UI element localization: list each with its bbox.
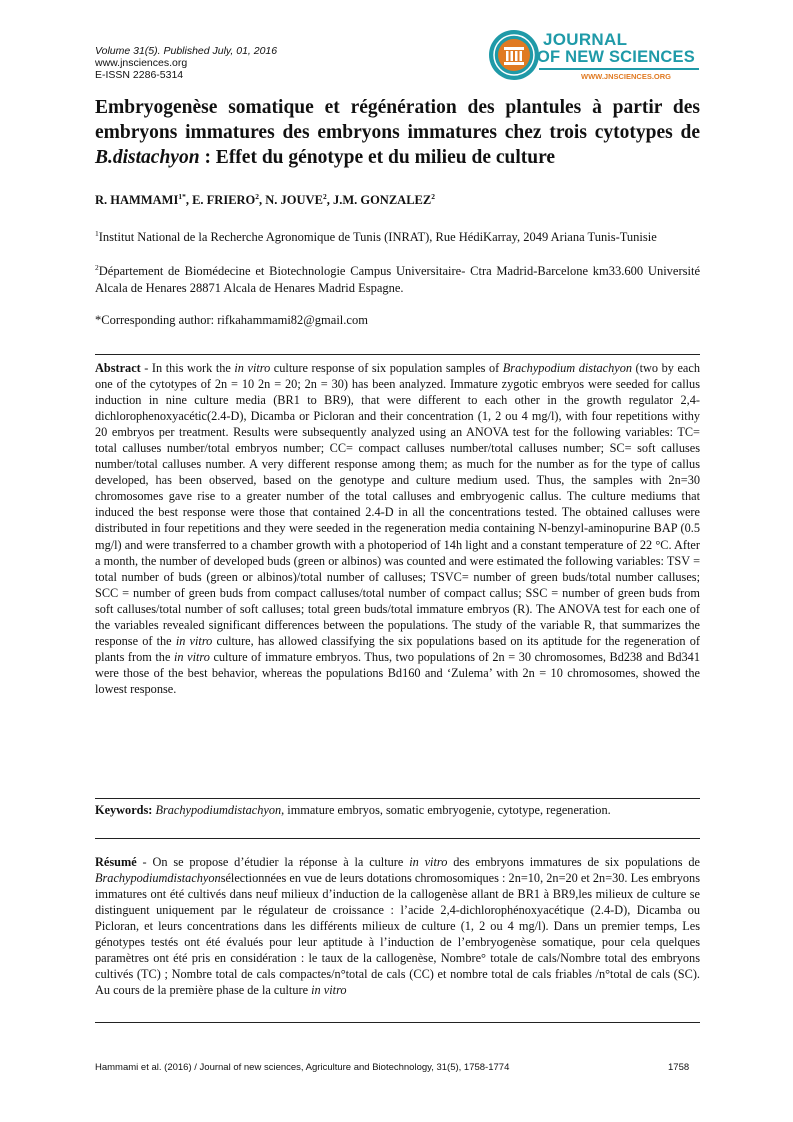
abstract-italic: in vitro <box>175 633 213 648</box>
keywords-label: Keywords: <box>95 803 153 817</box>
resume-text: des embryons immatures de six populations de <box>447 855 700 869</box>
website-link[interactable]: www.jnsciences.org <box>95 57 188 69</box>
title-text: Embryogenèse somatique et régénération des plantules à partir des embryons immatures des embryons immatures chez trois cytotypes de <box>95 97 700 143</box>
abstract-top-rule <box>95 354 700 355</box>
author-name: R. HAMMAMI <box>95 193 179 207</box>
logo-text-journal: JOURNAL <box>543 30 628 49</box>
author-affiliation-mark: 2 <box>322 191 327 201</box>
keywords-top-rule <box>95 798 700 799</box>
author-affiliation-mark: 1* <box>178 191 186 201</box>
author-name: , E. FRIERO <box>185 193 256 207</box>
journal-emblem-icon <box>487 28 541 82</box>
logo-divider <box>539 68 699 70</box>
abstract-section <box>95 360 700 697</box>
resume-italic: in vitro <box>311 983 347 998</box>
author-list <box>95 193 435 208</box>
affiliation-2 <box>95 263 700 297</box>
affiliation-1 <box>95 229 700 246</box>
volume-line: Volume 31(5). Published July, 01, 2016 <box>95 45 278 57</box>
paper-title <box>95 95 700 170</box>
keywords-text: , immature embryos, somatic embryogenie, cytotype, regeneration. <box>281 803 611 817</box>
title-species: B.distachyon <box>95 147 200 168</box>
abstract-italic: in vitro <box>234 361 271 375</box>
author-affiliation-mark: 2 <box>431 191 435 201</box>
resume-italic: in vitro <box>409 855 448 869</box>
abstract-label: Abstract <box>95 361 141 375</box>
resume-bottom-rule <box>95 1022 700 1023</box>
resume-italic: Brachypodiumdistachyon <box>95 871 221 886</box>
logo-url: WWW.JNSCIENCES.ORG <box>581 72 672 81</box>
page-number: 1758 <box>668 1062 690 1073</box>
abstract-italic: in vitro <box>173 649 210 664</box>
journal-logo <box>487 28 702 96</box>
abstract-text: culture of immature embryos. Thus, two populations of 2n = 30 chromosomes, Bd238 and Bd341 were those of the best behavior, whereas the populations Bd160 and ‘Zulema’ with 2n = 10 chromosomes, showed the lowest response. <box>95 649 700 696</box>
abstract-italic: Brachypodium distachyon <box>502 361 632 375</box>
author-name: , J.M. GONZALEZ <box>326 193 432 207</box>
keywords-bottom-rule <box>95 838 700 839</box>
keywords-section <box>95 802 700 818</box>
resume-section <box>95 854 700 998</box>
resume-label: Résumé <box>95 855 137 869</box>
keyword-italic: Brachypodiumdistachyon <box>155 803 282 817</box>
abstract-text: culture, has allowed classifying the six populations based on its aptitude for the regeneration of plants from the <box>95 633 700 664</box>
issn: E-ISSN 2286-5314 <box>95 69 184 81</box>
author-affiliation-mark: 2 <box>255 191 260 201</box>
title-text-end: : Effet du génotype et du milieu de culture <box>199 147 556 168</box>
affiliation-text: Institut National de la Recherche Agronomique de Tunis (INRAT), Rue HédiKarray, 2049 Ariana Tunis-Tunisie <box>98 230 657 244</box>
resume-text: - On se propose d’étudier la réponse à la culture <box>136 855 410 869</box>
abstract-text: culture response of six population samples of <box>270 361 503 375</box>
author-name: , N. JOUVE <box>259 193 323 207</box>
journal-header <box>95 45 277 81</box>
corresponding-author: *Corresponding author: rifkahammami82@gmail.com <box>95 313 368 327</box>
logo-text-new-sciences: OF NEW SCIENCES <box>537 48 695 66</box>
resume-text: sélectionnées en vue de leurs dotations chromosomiques : 2n=10, 2n=20 et 2n=30. Les embryons immatures ont été cultivés dans neuf milieux d’induction de la callogenèse allant de BR1 à BR9,les milieux de culture se distinguent uniquement par le régulateur de croissance : l’acide 2,4-dichlorophénoxyacétique (2.4-D), Dicamba ou Picloran, et leurs concentrations dans les différents milieux de culture (1, 2 ou 4 mg/l). Dans un premier temps, Les génotypes testés ont été évalués pour leur aptitude à l’induction de l’embryogenèse somatique, pour cela quelques paramètres ont été pris en considération : le taux de la callogenèse, Nombre° totale de cals/Nombre total des embryons cultivés (TC) ; Nombre total de cals compactes/n°total de cals (CC) et nombre total de cals friables /n°total de cals (SC). Au cours de la première phase de la culture <box>95 871 700 998</box>
abstract-text: - In this work the <box>140 361 235 375</box>
affiliation-text: Département de Biomédecine et Biotechnologie Campus Universitaire- Ctra Madrid-Barcelone km33.600 Université Alcala de Henares 28871 Alcala de Henares Madrid Espagne. <box>95 264 700 295</box>
affiliation-mark: 1 <box>95 228 99 238</box>
affiliation-mark: 2 <box>95 262 99 272</box>
footer-citation: Hammami et al. (2016) / Journal of new sciences, Agriculture and Biotechnology, 31(5), 1758-1774 <box>95 1062 510 1073</box>
abstract-text: (two by each one of the cytotypes of 2n = 10 2n = 20; 2n = 30) has been analyzed. Immature zygotic embryos were seeded for callus induction in nine culture media (BR1 to BR9), that were different to each other in the growth regulator 2,4- dichlorophenoxyacétic(2.4-D), Dicamba or Picloran and their concentration (1, 2 ou 4 mg/l), with four repetitions withy 20 embryos per treatment. Results were subsequently analyzed using an ANOVA test for the following variables: TC= total calluses number/total embryos number; CC= compact calluses number/total calluses number; SC= soft calluses number/total calluses number. A very different response among them; as much for the number as for the type of callus developed, has been observed, based on the genotype and culture medium used. Thus, the samples with 2n=30 chromosomes gave rise to a greater number of the total calluses and embryogenic callus. The culture mediums that induced the best response were those that contained 2.4-D in all the concentrations tested. The obtained calluses were distributed in four repetitions and they were seeded in the regeneration media containing N-benzyl-aminopurine BAP (0.5 mg/l) and were transferred to a chamber growth with a photoperiod of 14h light and a constant temperature of 22 °C. After a month, the number of developed buds (green or albinos) was counted and were estimated the following variables: TSV = total number of buds (green or albinos)/total number of calluses; TSVC= number of green buds/total number calluses; SCC = number of green buds from compact calluses/total number of compact callus; SSC = number of green buds from soft calluses/total number of soft calluses; total green buds/total immature embryos (R). The ANOVA test for each one of the variables revealed significant differences between the populations. The study of the variable R, that summarizes the response of the <box>95 361 700 648</box>
